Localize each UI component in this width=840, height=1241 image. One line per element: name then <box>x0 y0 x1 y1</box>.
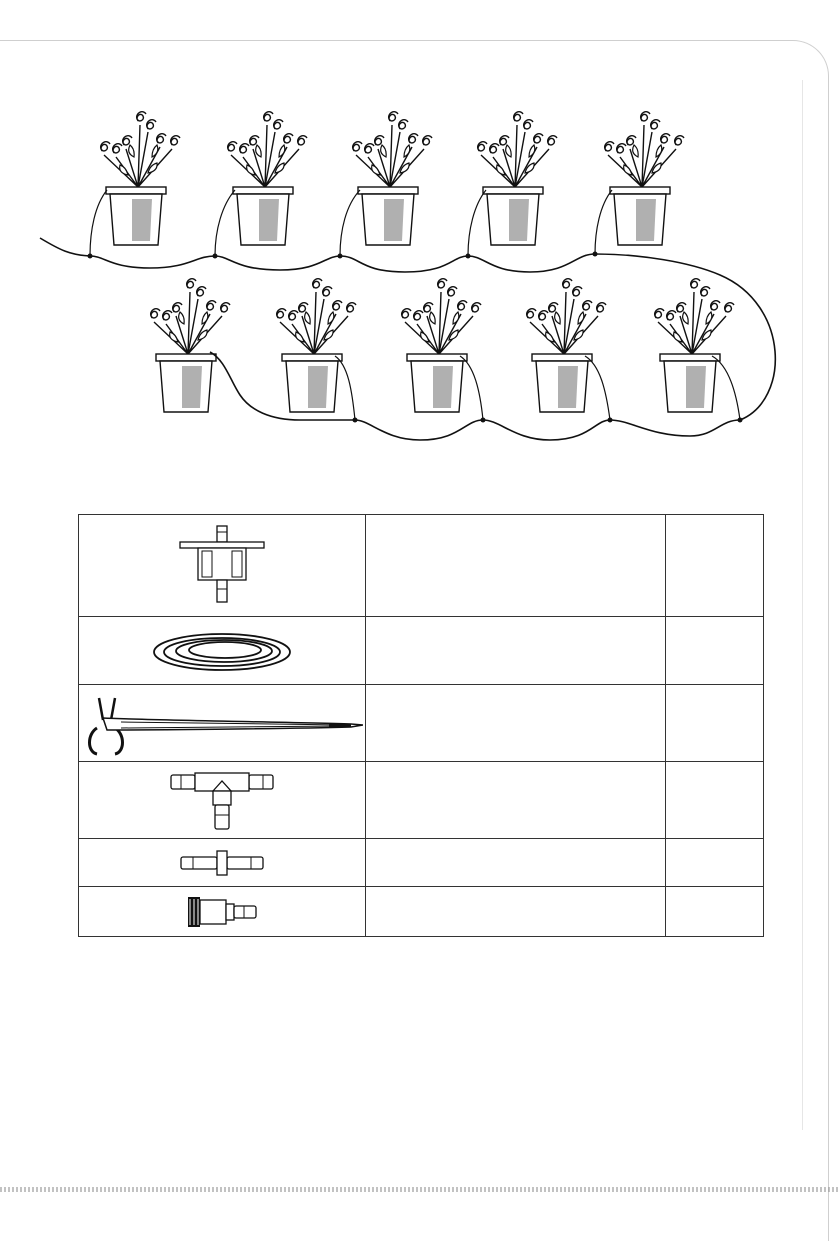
drip-emitter-icon <box>172 521 272 611</box>
table-row <box>79 887 764 937</box>
part-description <box>366 515 666 617</box>
part-image-cell <box>79 515 366 617</box>
part-description <box>366 617 666 685</box>
part-image-cell <box>79 685 366 762</box>
part-quantity <box>666 617 764 685</box>
coiled-tubing-icon <box>147 626 297 676</box>
part-quantity <box>666 887 764 937</box>
part-image-cell <box>79 617 366 685</box>
part-quantity <box>666 685 764 762</box>
table-row <box>79 515 764 617</box>
part-quantity <box>666 839 764 887</box>
page-bottom-edge <box>0 1187 840 1192</box>
tube-holder-stake-icon <box>81 688 363 758</box>
potted-flowers-drip-line-icon <box>0 95 840 465</box>
t-connector-icon <box>167 767 277 833</box>
table-row <box>79 617 764 685</box>
part-quantity <box>666 515 764 617</box>
part-image-cell <box>79 887 366 937</box>
part-image-cell <box>79 839 366 887</box>
part-description <box>366 839 666 887</box>
part-description <box>366 887 666 937</box>
straight-connector-icon <box>177 848 267 878</box>
part-quantity <box>666 762 764 839</box>
table-row <box>79 762 764 839</box>
part-description <box>366 685 666 762</box>
parts-table <box>78 514 764 937</box>
tap-adapter-icon <box>182 894 262 930</box>
table-row <box>79 839 764 887</box>
part-description <box>366 762 666 839</box>
part-image-cell <box>79 762 366 839</box>
table-row <box>79 685 764 762</box>
